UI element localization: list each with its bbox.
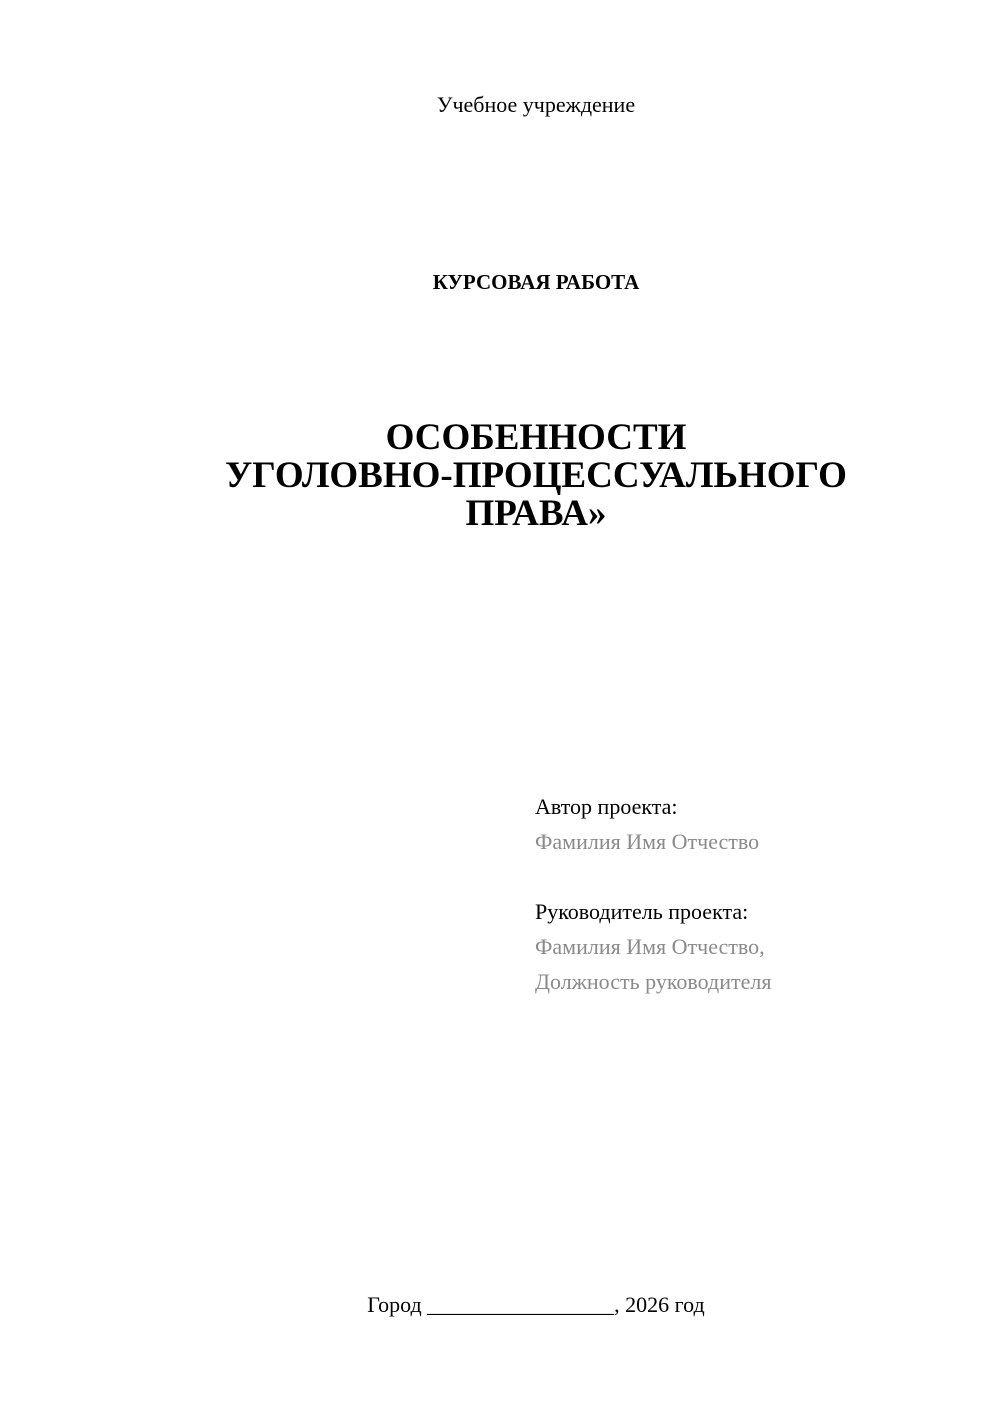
title-line-3: ПРАВА» [465,493,607,534]
project-info [535,789,975,999]
document-title [0,419,1000,533]
title-line-2: УГОЛОВНО-ПРОЦЕССУАЛЬНОГО [225,455,847,496]
author-name: Фамилия Имя Отчество [535,829,760,854]
author-label: Автор проекта: [535,794,678,819]
supervisor-label: Руководитель проекта: [535,899,749,924]
city-year-line: Город _________________, 2026 год [367,1292,705,1317]
supervisor-name: Фамилия Имя Отчество, [535,934,765,959]
document-type: КУРСОВАЯ РАБОТА [432,270,640,294]
title-line-1: ОСОБЕННОСТИ [385,417,687,458]
institution-name: Учебное учреждение [436,92,636,117]
spacer [535,859,975,894]
supervisor-position: Должность руководителя [535,969,772,994]
